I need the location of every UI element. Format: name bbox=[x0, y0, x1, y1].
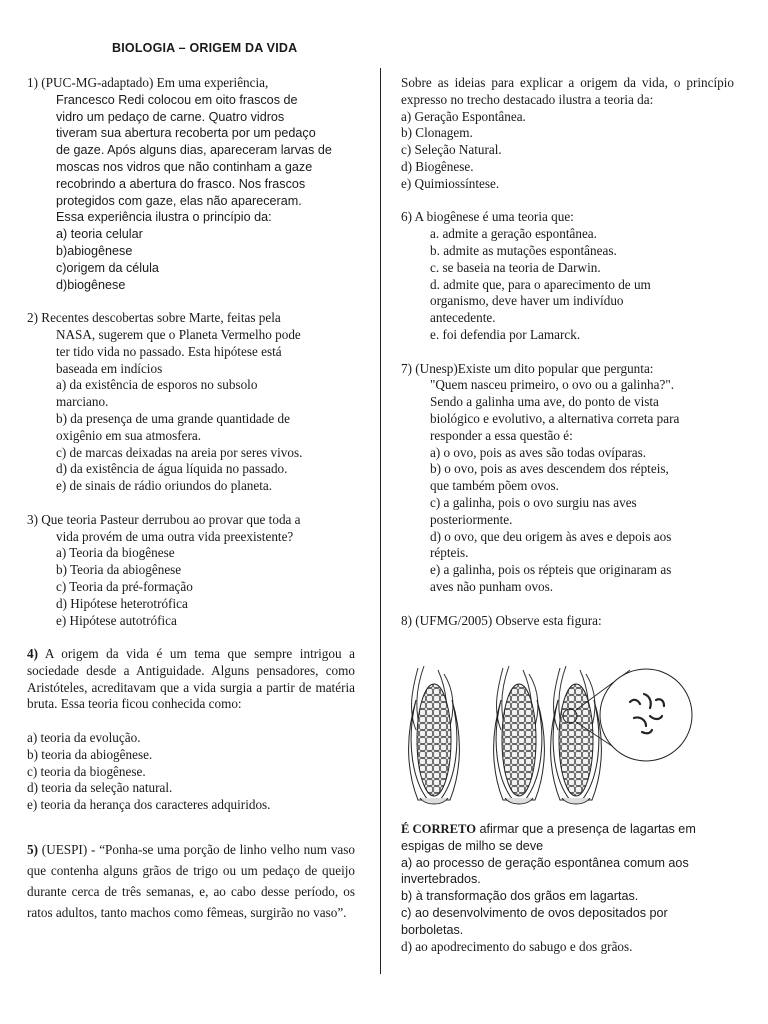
q7-line: 7) (Unesp)Existe um dito popular que pergunta: bbox=[401, 360, 654, 376]
question-5 bbox=[27, 839, 355, 923]
q7-line: biológico e evolutivo, a alternativa correta para bbox=[430, 410, 680, 426]
q4-text: A origem da vida é um tema que sempre intrigou a sociedade desde a Antiguidade. Alguns pensadores, como Aristóteles, acreditavam que a vida surgia a partir de matéria bruta. Essa teoria ficou conhecida como: bbox=[27, 646, 355, 712]
q1-line: Francesco Redi colocou em oito frascos de bbox=[56, 92, 298, 107]
question-7 bbox=[401, 361, 734, 596]
q5-option-b: b) Clonagem. bbox=[401, 125, 473, 141]
q4-number: 4) bbox=[27, 646, 38, 662]
q1-line: de gaze. Após alguns dias, apareceram larvas de bbox=[56, 143, 332, 158]
q5-option-a: a) Geração Espontânea. bbox=[401, 108, 526, 124]
q3-line: vida provém de uma outra vida preexistente? bbox=[56, 528, 294, 544]
q5-option-d: d) Biogênese. bbox=[401, 158, 474, 174]
q5-text: (UESPI) - “Ponha-se uma porção de linho velho num vaso que contenha alguns grãos de trigo ou um pedaço de queijo durante cerca de três semanas, e, ao cabo desse período, os ratos adultos, tanto machos como fêmeas, surgirão no vaso”. bbox=[27, 841, 355, 920]
question-3 bbox=[27, 512, 355, 630]
question-8 bbox=[401, 613, 734, 630]
q7-option-d: d) o ovo, que deu origem às aves e depois aos bbox=[430, 528, 672, 544]
q5-option-e: e) Quimiossíntese. bbox=[401, 175, 500, 191]
q6-option-c: c. se baseia na teoria de Darwin. bbox=[430, 259, 601, 275]
q1-line: tiveram sua abertura recoberta por um pedaço bbox=[56, 126, 316, 141]
q4-option-d: d) teoria da seleção natural. bbox=[27, 780, 173, 796]
q4-option-e: e) teoria da herança dos caracteres adquiridos. bbox=[27, 797, 271, 813]
q2-option-c: c) de marcas deixadas na areia por seres vivos. bbox=[56, 444, 303, 460]
q1-line: Essa experiência ilustra o princípio da: bbox=[56, 210, 272, 225]
q2-line: NASA, sugerem que o Planeta Vermelho pode bbox=[56, 326, 301, 342]
q7-option-e-cont: aves não punham ovos. bbox=[430, 578, 554, 594]
q1-line: protegidos com gaze, elas não apareceram. bbox=[56, 193, 302, 208]
q8-bold-lead: É CORRETO bbox=[401, 822, 476, 836]
q3-line: 3) Que teoria Pasteur derrubou ao provar que toda a bbox=[27, 511, 301, 527]
q2-line: baseada em indícios bbox=[56, 360, 163, 376]
q6-option-d-cont: organismo, deve haver um indivíduo bbox=[430, 293, 624, 309]
corn-cobs-with-caterpillars-illustration bbox=[398, 660, 738, 810]
q8-option-b: b) à transformação dos grãos em lagartas. bbox=[401, 889, 639, 904]
q2-option-b: b) da presença de uma grande quantidade de bbox=[56, 410, 290, 426]
q8-continuation bbox=[401, 821, 734, 955]
q2-option-a: a) da existência de esporos no subsolo bbox=[56, 377, 258, 393]
corn-cob-3 bbox=[551, 666, 602, 804]
q6-option-a: a. admite a geração espontânea. bbox=[430, 226, 597, 242]
corn-cob-2 bbox=[494, 666, 545, 804]
q1-option-c: c)origem da célula bbox=[56, 260, 159, 275]
q7-option-b-cont: que também põem ovos. bbox=[430, 478, 559, 494]
q7-option-c-cont: posteriormente. bbox=[430, 511, 513, 527]
q5-cont-text: Sobre as ideias para explicar a origem da vida, o princípio expresso no trecho destacado ilustra a teoria da: bbox=[401, 75, 734, 107]
q7-line: "Quem nasceu primeiro, o ovo ou a galinha?". bbox=[430, 377, 675, 393]
q2-option-a-cont: marciano. bbox=[56, 394, 109, 410]
q6-stem: 6) A biogênese é uma teoria que: bbox=[401, 209, 574, 225]
q1-option-d: d)biogênese bbox=[56, 277, 126, 292]
q1-line: moscas nos vidros que não continham a gaze bbox=[56, 159, 313, 174]
q8-option-c-cont: borboletas. bbox=[401, 922, 464, 937]
q6-option-b: b. admite as mutações espontâneas. bbox=[430, 242, 617, 258]
q1-option-a: a) teoria celular bbox=[56, 227, 143, 242]
page-title: BIOLOGIA – ORIGEM DA VIDA bbox=[112, 41, 298, 55]
q7-line: responder a essa questão é: bbox=[430, 427, 573, 443]
q2-option-b-cont: oxigênio em sua atmosfera. bbox=[56, 427, 202, 443]
q6-option-e: e. foi defendia por Lamarck. bbox=[430, 326, 581, 342]
q2-line: ter tido vida no passado. Esta hipótese está bbox=[56, 343, 282, 359]
q6-option-d-cont: antecedente. bbox=[430, 310, 496, 326]
q7-option-d-cont: répteis. bbox=[430, 545, 469, 561]
q2-line: 2) Recentes descobertas sobre Marte, feitas pela bbox=[27, 310, 281, 326]
q3-option-e: e) Hipótese autotrófica bbox=[56, 612, 177, 628]
q7-option-c: c) a galinha, pois o ovo surgiu nas aves bbox=[430, 494, 637, 510]
left-column bbox=[27, 75, 355, 923]
q1-option-b: b)abiogênese bbox=[56, 243, 133, 258]
column-divider bbox=[380, 68, 381, 974]
q8-stem: 8) (UFMG/2005) Observe esta figura: bbox=[401, 612, 602, 628]
question-4 bbox=[27, 646, 355, 814]
q8-stem-rest: afirmar que a presença de lagartas em bbox=[476, 822, 696, 836]
q4-option-a: a) teoria da evolução. bbox=[27, 730, 141, 746]
q7-option-b: b) o ovo, pois as aves descendem dos répteis, bbox=[430, 461, 669, 477]
q8-option-a: a) ao processo de geração espontânea comum aos bbox=[401, 855, 689, 870]
q4-option-c: c) teoria da biogênese. bbox=[27, 763, 146, 779]
question-1 bbox=[27, 75, 355, 293]
q7-option-e: e) a galinha, pois os répteis que originaram as bbox=[430, 562, 672, 578]
q7-option-a: a) o ovo, pois as aves são todas ovíparas. bbox=[430, 444, 647, 460]
q8-option-d: d) ao apodrecimento do sabugo e dos grãos. bbox=[401, 938, 633, 954]
question-6 bbox=[401, 209, 734, 343]
question-2 bbox=[27, 310, 355, 495]
question-5-continued bbox=[401, 75, 734, 193]
right-column bbox=[401, 75, 734, 629]
q5-number: 5) bbox=[27, 841, 38, 857]
q8-option-a-cont: invertebrados. bbox=[401, 872, 481, 887]
q8-option-c: c) ao desenvolvimento de ovos depositados por bbox=[401, 905, 668, 920]
q3-option-c: c) Teoria da pré-formação bbox=[56, 578, 193, 594]
q1-line: vidro um pedaço de carne. Quatro vidros bbox=[56, 109, 285, 124]
q7-line: Sendo a galinha uma ave, do ponto de vista bbox=[430, 394, 659, 410]
q3-option-a: a) Teoria da biogênese bbox=[56, 545, 175, 561]
corn-cob-1 bbox=[409, 666, 460, 804]
q3-option-b: b) Teoria da abiogênese bbox=[56, 562, 182, 578]
q1-line: 1) (PUC-MG-adaptado) Em uma experiência, bbox=[27, 75, 269, 90]
q1-line: recobrindo a abertura do frasco. Nos frascos bbox=[56, 176, 306, 191]
q8-stem-rest-2: espigas de milho se deve bbox=[401, 838, 544, 853]
q2-option-e: e) de sinais de rádio oriundos do planeta. bbox=[56, 478, 273, 494]
q4-option-b: b) teoria da abiogênese. bbox=[27, 746, 153, 762]
q5-option-c: c) Seleção Natural. bbox=[401, 142, 502, 158]
q2-option-d: d) da existência de água líquida no passado. bbox=[56, 461, 288, 477]
magnifier-circle bbox=[600, 669, 692, 761]
q6-option-d: d. admite que, para o aparecimento de um bbox=[430, 276, 651, 292]
q3-option-d: d) Hipótese heterotrófica bbox=[56, 595, 188, 611]
